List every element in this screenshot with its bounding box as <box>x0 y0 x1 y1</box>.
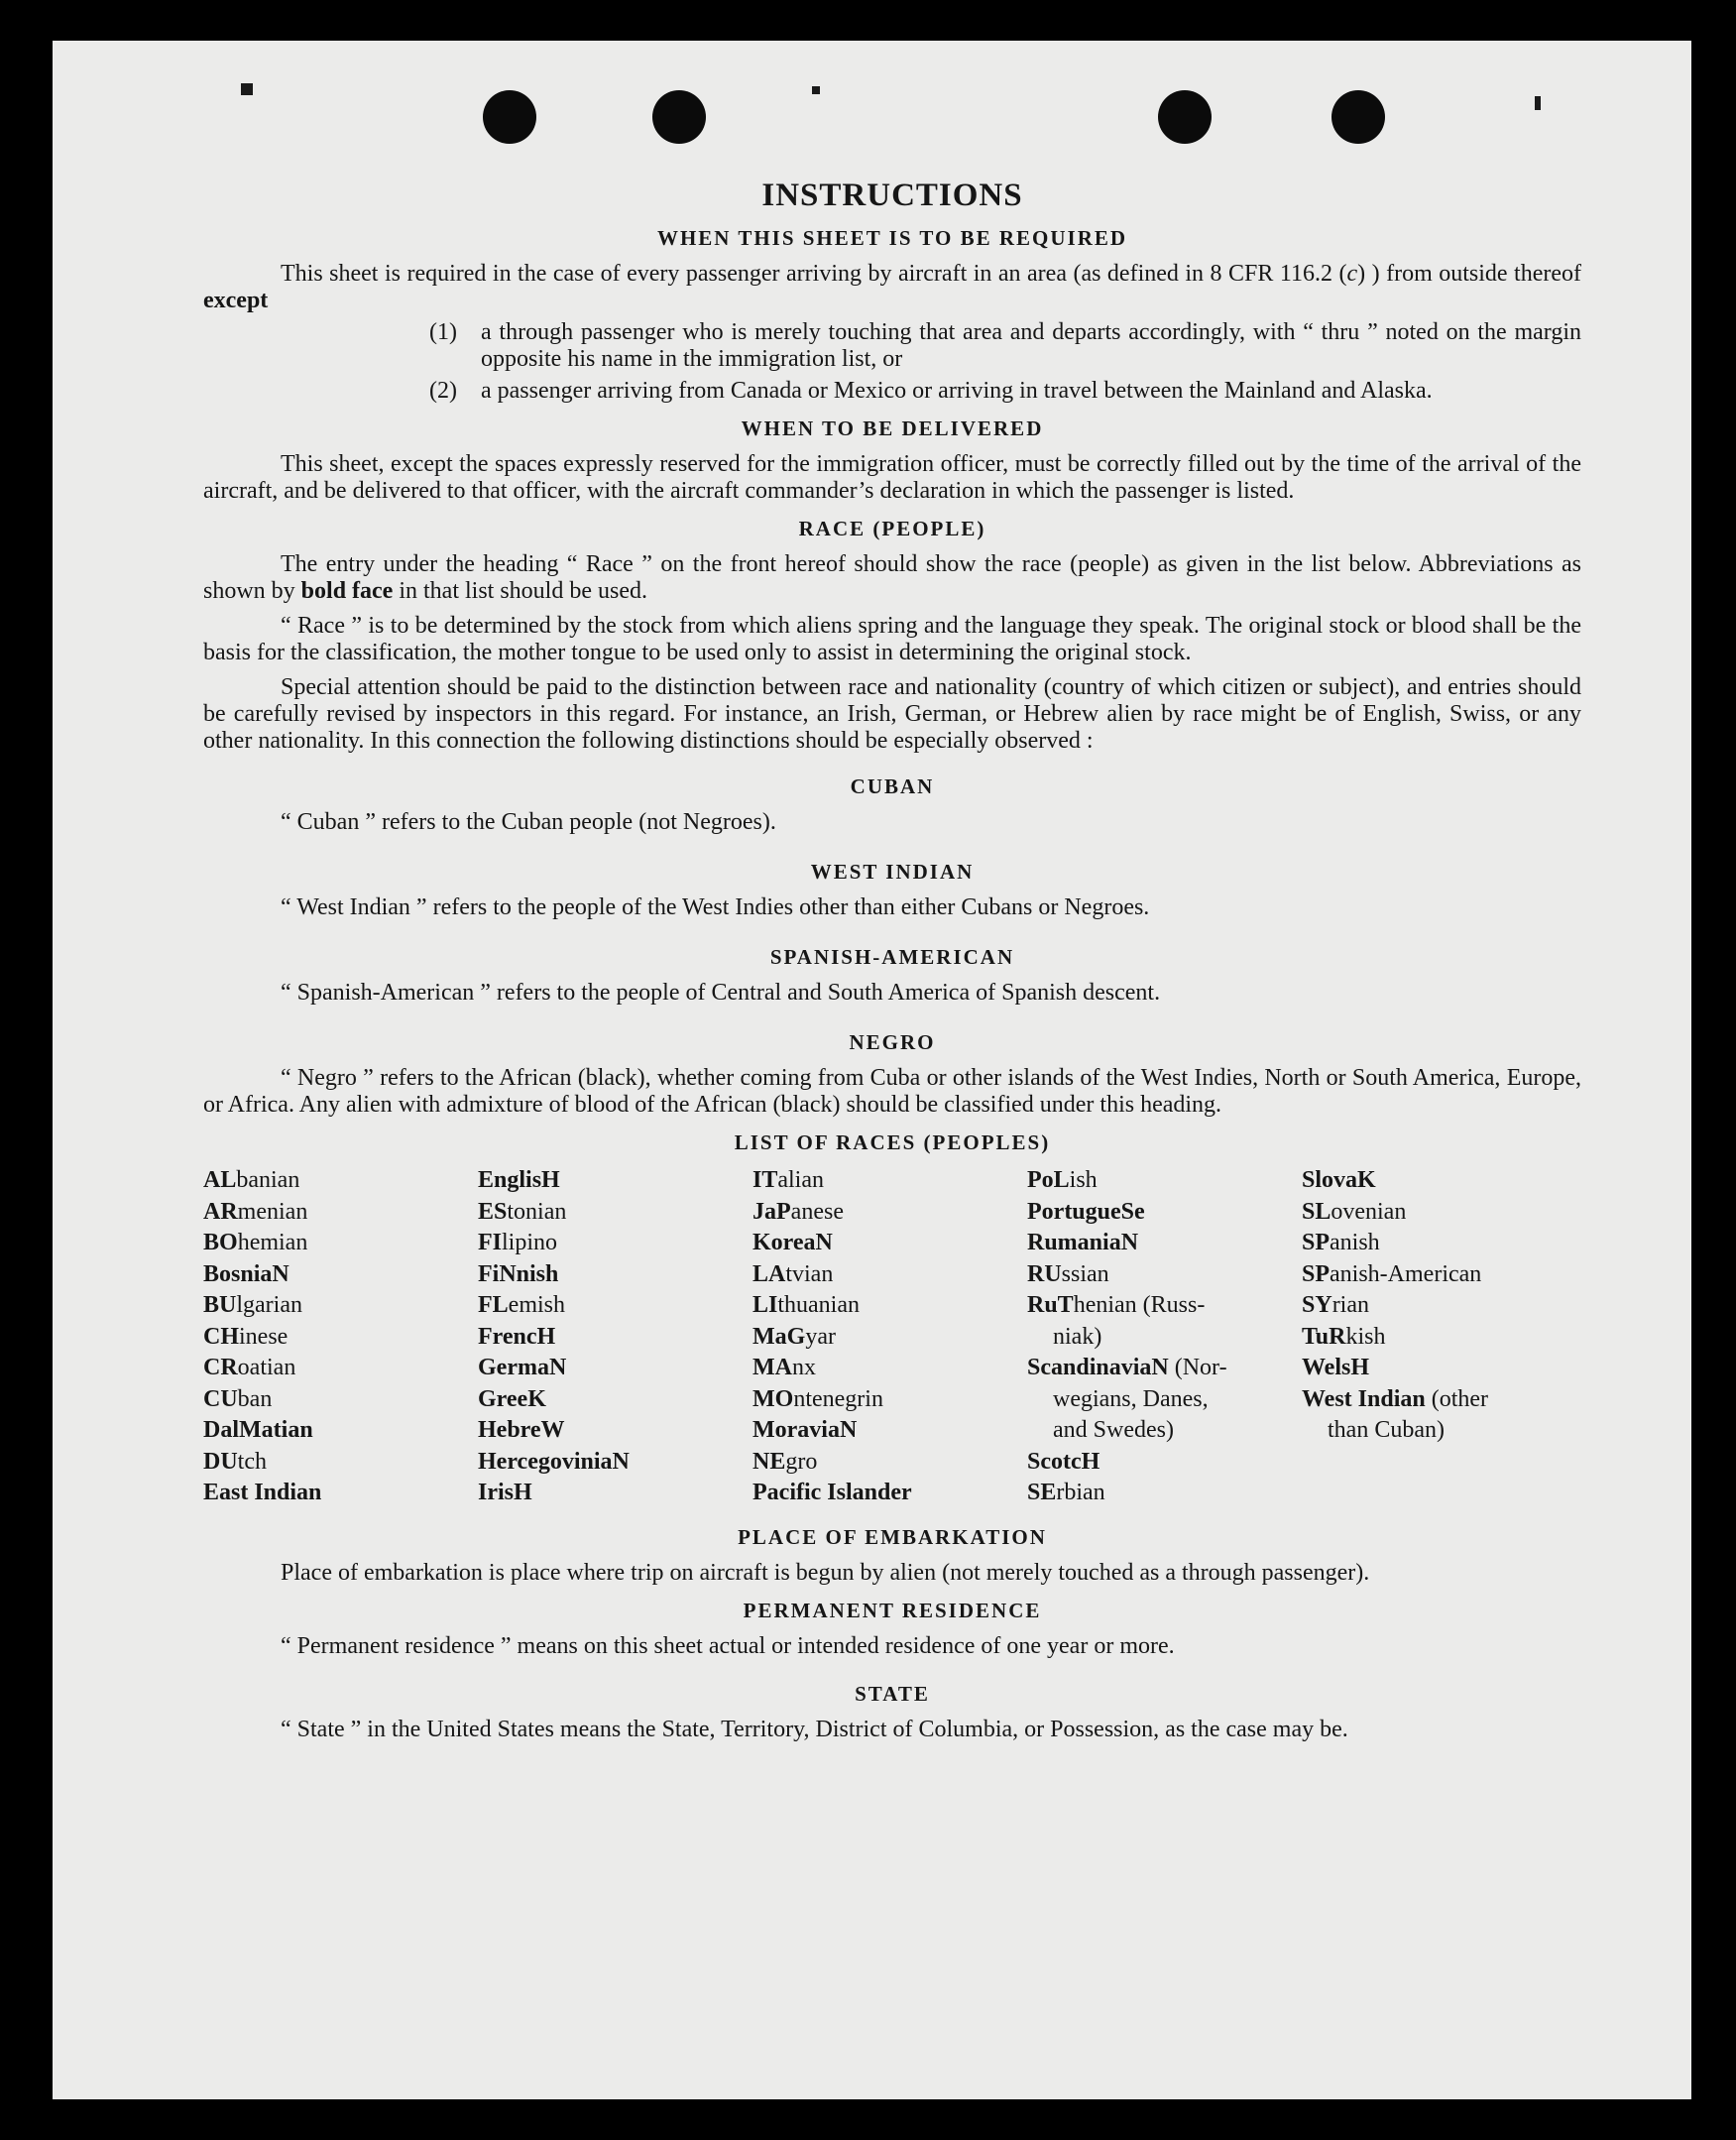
section-heading-negro: NEGRO <box>849 1030 936 1054</box>
race-entry: DalMatian <box>203 1417 313 1443</box>
race-entry: PortugueSe <box>1027 1198 1145 1225</box>
section-heading-embarkation: PLACE OF EMBARKATION <box>738 1524 1047 1549</box>
race-entry: EnglisH <box>478 1167 560 1193</box>
race-entry: PoLish <box>1027 1167 1098 1193</box>
race-entry: HebreW <box>478 1417 565 1443</box>
race-entry: GreeK <box>478 1385 546 1412</box>
section-heading-state: STATE <box>855 1681 930 1706</box>
race-entry: FiNnish <box>478 1260 559 1287</box>
scan-speck <box>1535 96 1541 110</box>
section-heading-race: RACE (PEOPLE) <box>798 517 986 540</box>
exception-item: (1) a through passenger who is merely touching that area and departs accordingly, with “ thru ” noted on the margin opposite his name in the immigration list, or <box>429 319 1581 372</box>
race-entry: SYrian <box>1302 1292 1369 1318</box>
race-entry: FrencH <box>478 1323 556 1350</box>
race-entry-continuation: than Cuban) <box>1328 1417 1445 1443</box>
race-entry: HercegoviniaN <box>478 1448 630 1475</box>
race-entry: NEgro <box>752 1448 818 1475</box>
race-entry: ITalian <box>752 1167 824 1193</box>
race-entry: RUssian <box>1027 1260 1109 1287</box>
instructions-content <box>203 178 1581 1743</box>
scan-speck <box>241 83 253 95</box>
paragraph-delivered: This sheet, except the spaces expressly reserved for the immigration officer, must be correctly filled out by the time of the arrival of the aircraft, and be delivered to that officer, with the aircraft commander’s declaration in which the passenger is listed. <box>203 451 1581 504</box>
race-entry: DUtch <box>203 1448 267 1475</box>
section-heading-cuban: CUBAN <box>850 774 935 798</box>
race-entry: CRoatian <box>203 1355 296 1380</box>
paragraph-race-1: The entry under the heading “ Race ” on the front hereof should show the race (people) as given in the list below. Abbreviations as shown by bold face in that list should be used. <box>203 551 1581 604</box>
paragraph-negro: “ Negro ” refers to the African (black), whether coming from Cuba or other islands of the West Indies, North or South America, Europe, or Africa. Any alien with admixture of blood of the African (black) should be classified under this heading. <box>203 1065 1581 1118</box>
paragraph-required: This sheet is required in the case of every passenger arriving by aircraft in an area (as defined in 8 CFR 116.2 (c) ) from outside thereof except <box>203 261 1581 313</box>
race-column <box>478 1165 752 1509</box>
exception-item: (2) a passenger arriving from Canada or Mexico or arriving in travel between the Mainland and Alaska. <box>429 378 1433 404</box>
race-list <box>203 1165 1581 1509</box>
race-column <box>752 1165 1027 1509</box>
race-entry: ALbanian <box>203 1167 300 1193</box>
race-entry: BOhemian <box>203 1230 308 1255</box>
race-column <box>203 1165 478 1509</box>
race-entry: SPanish <box>1302 1230 1380 1255</box>
section-heading-spanish-american: SPANISH-AMERICAN <box>769 945 1015 969</box>
race-entry: CUban <box>203 1385 273 1412</box>
race-entry: SLovenian <box>1302 1198 1407 1225</box>
race-entry: FIlipino <box>478 1230 558 1255</box>
punch-hole <box>483 90 536 144</box>
paragraph-cuban: “ Cuban ” refers to the Cuban people (not Negroes). <box>281 809 776 835</box>
paragraph-race-2: “ Race ” is to be determined by the stock from which aliens spring and the language they speak. The original stock or blood shall be the basis for the classification, the mother tongue to be used only to assist in determining the original stock. <box>203 613 1581 665</box>
race-entry: IrisH <box>478 1480 532 1505</box>
punch-hole <box>1331 90 1385 144</box>
race-entry: MaGyar <box>752 1323 836 1350</box>
section-heading-residence: PERMANENT RESIDENCE <box>743 1598 1042 1622</box>
race-entry: LIthuanian <box>752 1292 860 1318</box>
race-entry: KoreaN <box>752 1230 833 1255</box>
paragraph-state: “ State ” in the United States means the State, Territory, District of Columbia, or Possession, as the case may be. <box>281 1716 1348 1742</box>
race-entry: GermaN <box>478 1355 567 1380</box>
race-entry-continuation: wegians, Danes, <box>1053 1385 1209 1412</box>
race-entry: EStonian <box>478 1198 567 1225</box>
race-entry: ARmenian <box>203 1198 308 1225</box>
race-entry: ScotcH <box>1027 1448 1100 1475</box>
page-title: INSTRUCTIONS <box>761 178 1023 213</box>
race-entry: BUlgarian <box>203 1292 302 1318</box>
race-entry: TuRkish <box>1302 1323 1386 1350</box>
scan-speck <box>812 86 820 94</box>
race-entry: RumaniaN <box>1027 1230 1139 1255</box>
paragraph-residence: “ Permanent residence ” means on this sheet actual or intended residence of one year or more. <box>281 1632 1175 1659</box>
race-entry: West Indian (other <box>1302 1385 1489 1412</box>
race-entry: ScandinaviaN (Nor- <box>1027 1355 1227 1380</box>
section-heading-races: LIST OF RACES (PEOPLES) <box>734 1130 1051 1154</box>
race-entry: BosniaN <box>203 1260 289 1287</box>
race-entry: LAtvian <box>752 1260 834 1287</box>
race-column <box>1027 1165 1302 1509</box>
race-entry-continuation: niak) <box>1053 1323 1102 1350</box>
document-page <box>53 41 1691 2099</box>
race-entry-continuation: and Swedes) <box>1053 1417 1174 1443</box>
race-entry: MOntenegrin <box>752 1385 883 1412</box>
paragraph-west-indian: “ West Indian ” refers to the people of the West Indies other than either Cubans or Negroes. <box>281 894 1150 920</box>
paragraph-race-3: Special attention should be paid to the distinction between race and nationality (country of which citizen or subject), and entries should be carefully revised by inspectors in this regard. For instance, an Irish, German, or Hebrew alien by race might be of English, Swiss, or any other nationality. In this connection the following distinctions should be especially observed : <box>203 674 1581 754</box>
race-entry: MAnx <box>752 1355 816 1380</box>
race-entry: MoraviaN <box>752 1417 858 1443</box>
punch-hole <box>1158 90 1212 144</box>
race-entry: Pacific Islander <box>752 1480 912 1505</box>
punch-hole <box>652 90 706 144</box>
race-entry: SPanish-American <box>1302 1260 1482 1287</box>
race-entry: SlovaK <box>1302 1167 1376 1193</box>
race-column <box>1302 1165 1576 1509</box>
paragraph-spanish-american: “ Spanish-American ” refers to the people of Central and South America of Spanish descent. <box>281 980 1161 1006</box>
paragraph-embarkation: Place of embarkation is place where trip on aircraft is begun by alien (not merely touched as a through passenger). <box>281 1559 1370 1586</box>
section-heading-west-indian: WEST INDIAN <box>810 860 975 884</box>
race-entry: East Indian <box>203 1480 322 1505</box>
race-entry: JaPanese <box>752 1198 844 1225</box>
race-entry: CHinese <box>203 1323 289 1350</box>
race-entry: RuThenian (Russ- <box>1027 1292 1206 1318</box>
race-entry: WelsH <box>1302 1355 1370 1380</box>
race-entry: SErbian <box>1027 1480 1105 1505</box>
section-heading-required: WHEN THIS SHEET IS TO BE REQUIRED <box>656 226 1128 250</box>
race-entry: FLemish <box>478 1292 565 1318</box>
section-heading-delivered: WHEN TO BE DELIVERED <box>741 416 1044 440</box>
